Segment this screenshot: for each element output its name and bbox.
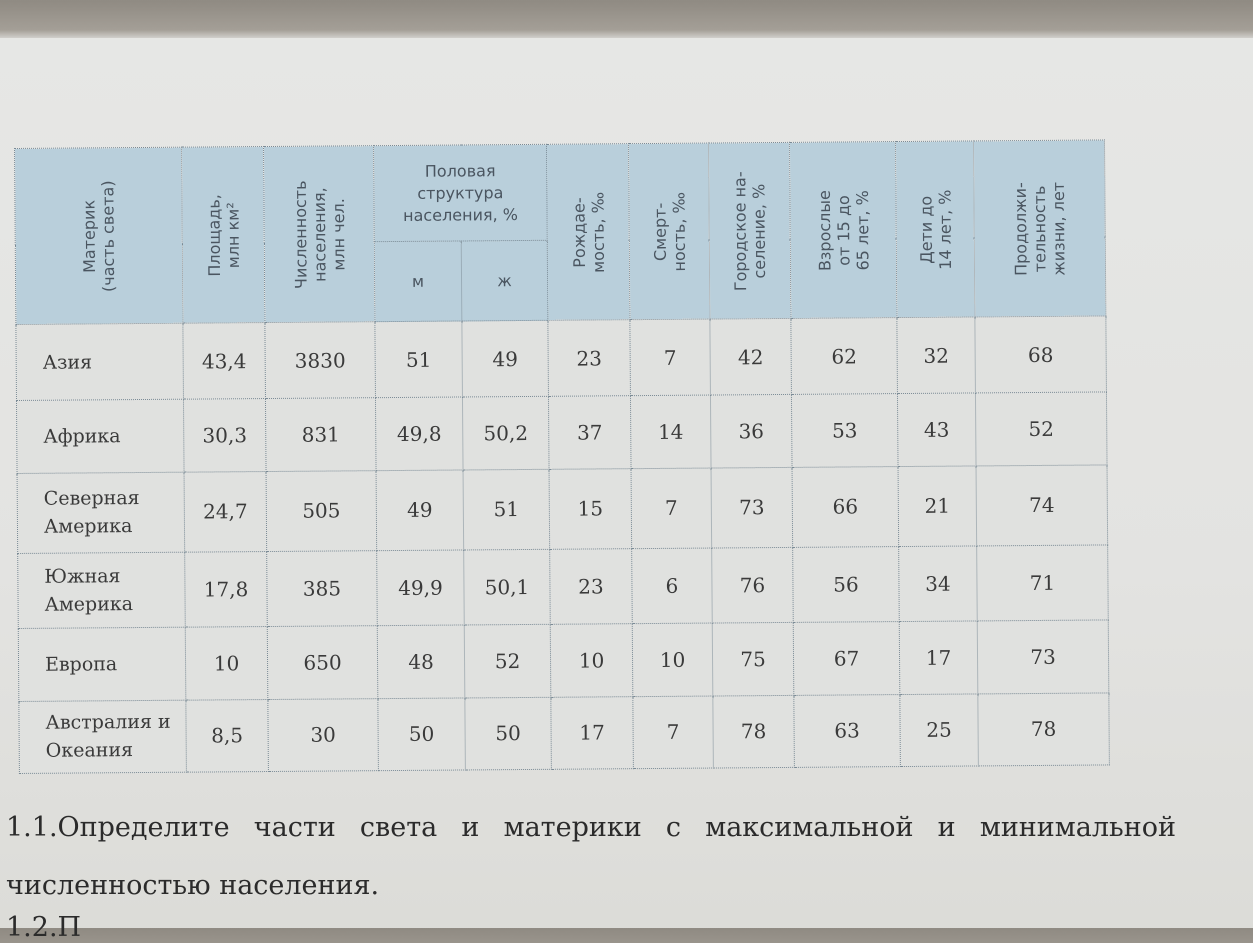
- table-cell: 37: [548, 396, 631, 470]
- table-cell: 6: [632, 548, 713, 624]
- table-cell: 23: [550, 548, 633, 624]
- table-cell: 52: [464, 624, 551, 698]
- header-urban: [708, 142, 790, 319]
- header-line: Численность: [290, 179, 311, 289]
- header-line: Площадь,: [203, 193, 224, 277]
- header-sex-structure: [373, 144, 547, 241]
- table-cell: 56: [793, 546, 900, 622]
- table-cell: 43,4: [183, 323, 266, 400]
- header-line: населения, %: [403, 204, 519, 225]
- table-cell: 36: [710, 395, 792, 469]
- table-cell: 24,7: [184, 472, 267, 552]
- table-cell: 15: [549, 469, 632, 549]
- table-cell: 76: [712, 547, 794, 623]
- header-continent: [15, 147, 183, 324]
- header-sex-female: ж: [461, 240, 548, 321]
- header-line: Взрослые: [814, 189, 834, 271]
- header-adults: [789, 142, 896, 319]
- row-continent-name: Азия: [16, 323, 184, 401]
- header-line: Половая: [424, 160, 496, 181]
- table-cell: 17: [551, 697, 634, 770]
- question-1-1: [6, 796, 1176, 918]
- table-cell: 42: [710, 318, 792, 395]
- question-1-2-partial: 1.2.П: [6, 912, 82, 943]
- header-line: Городское на-: [730, 170, 751, 291]
- population-table: [14, 139, 1109, 774]
- table-cell: 10: [632, 623, 713, 697]
- table-cell: 23: [548, 320, 631, 397]
- table-row: [17, 465, 1108, 553]
- table-cell: 50: [378, 698, 466, 771]
- row-continent-name: Северная Америка: [17, 472, 185, 553]
- table-cell: 50,2: [462, 397, 549, 471]
- table-cell: 650: [267, 625, 378, 699]
- header-line: мость, ‰: [587, 191, 608, 273]
- header-sex-male: м: [374, 241, 462, 322]
- table-cell: 49: [462, 320, 549, 397]
- table-cell: 67: [793, 621, 900, 695]
- question-line-2: численностью населения.: [6, 870, 380, 901]
- table-cell: 71: [977, 545, 1109, 621]
- table-cell: 505: [266, 471, 377, 551]
- header-line: 14 лет, %: [934, 189, 955, 270]
- header-birth-rate: [546, 144, 629, 321]
- header-line: млн чел.: [328, 197, 348, 271]
- header-children: [895, 141, 974, 318]
- table-cell: 43: [897, 393, 976, 467]
- header-population: [263, 146, 374, 323]
- header-line: жизни, лет: [1048, 181, 1069, 276]
- table-cell: 51: [463, 470, 550, 550]
- table-cell: 8,5: [186, 699, 269, 772]
- table-cell: 7: [633, 696, 714, 769]
- header-line: Рождае-: [568, 196, 589, 268]
- table-cell: 34: [899, 546, 978, 622]
- table-cell: 10: [185, 626, 268, 700]
- header-line: Смерт-: [649, 202, 670, 261]
- table-cell: 62: [791, 318, 898, 395]
- table-cell: 49,9: [377, 550, 465, 626]
- header-area: [181, 147, 264, 324]
- table-cell: 17: [899, 621, 978, 695]
- question-line-1: 1.1.Определите части света и материки с максимальной и минимальной: [6, 812, 1176, 843]
- table-cell: 49,8: [375, 397, 463, 471]
- header-line: населения,: [309, 186, 330, 282]
- table-cell: 30: [268, 699, 379, 772]
- header-line: структура: [417, 182, 504, 203]
- table-cell: 52: [975, 392, 1107, 466]
- table-cell: 385: [267, 550, 378, 626]
- table-cell: 74: [976, 465, 1108, 545]
- header-line: 65 лет, %: [852, 189, 872, 271]
- table-cell: 50,1: [464, 549, 551, 625]
- header-line: Продолжи-: [1010, 181, 1031, 276]
- header-life-expectancy: [973, 140, 1105, 317]
- header-line: млн км²: [222, 201, 243, 268]
- header-line: селение, %: [749, 183, 770, 279]
- table-row: [18, 545, 1109, 629]
- row-continent-name: Австралия и Океания: [19, 700, 187, 773]
- header-line: тельность: [1029, 185, 1050, 272]
- table-cell: 17,8: [185, 551, 268, 627]
- table-row: [19, 693, 1110, 774]
- table-cell: 32: [897, 317, 976, 394]
- header-line: (часть света): [98, 179, 119, 292]
- table-cell: 3830: [265, 322, 376, 399]
- table-cell: 30,3: [183, 399, 266, 473]
- table-cell: 66: [792, 467, 899, 547]
- table-cell: 25: [900, 694, 979, 767]
- row-continent-name: Африка: [16, 399, 184, 473]
- table-cell: 7: [630, 319, 711, 396]
- table-row: [16, 316, 1107, 401]
- table-cell: 75: [712, 622, 794, 696]
- table-cell: 48: [377, 625, 465, 699]
- table-cell: 78: [978, 693, 1110, 766]
- table-cell: 14: [630, 395, 711, 469]
- table-cell: 78: [713, 695, 795, 768]
- table-cell: 73: [711, 468, 793, 548]
- table-cell: 831: [265, 398, 376, 472]
- header-line: ность, ‰: [668, 191, 689, 272]
- table-row: [16, 392, 1107, 474]
- table-cell: 51: [375, 321, 463, 398]
- table-row: [18, 620, 1109, 702]
- header-death-rate: [628, 143, 709, 320]
- table-cell: 73: [977, 620, 1109, 694]
- header-line: Материк: [79, 199, 99, 273]
- table-cell: 50: [465, 697, 552, 770]
- row-continent-name: Европа: [18, 627, 186, 701]
- row-continent-name: Южная Америка: [18, 552, 186, 628]
- table-cell: 68: [975, 316, 1107, 393]
- table-cell: 7: [631, 468, 712, 548]
- header-line: от 15 до: [833, 194, 853, 266]
- table-cell: 49: [376, 470, 464, 550]
- table-cell: 21: [898, 466, 977, 546]
- table-cell: 63: [794, 694, 901, 767]
- table-cell: 10: [550, 623, 633, 697]
- header-line: Дети до: [915, 195, 936, 264]
- table-cell: 53: [791, 394, 898, 468]
